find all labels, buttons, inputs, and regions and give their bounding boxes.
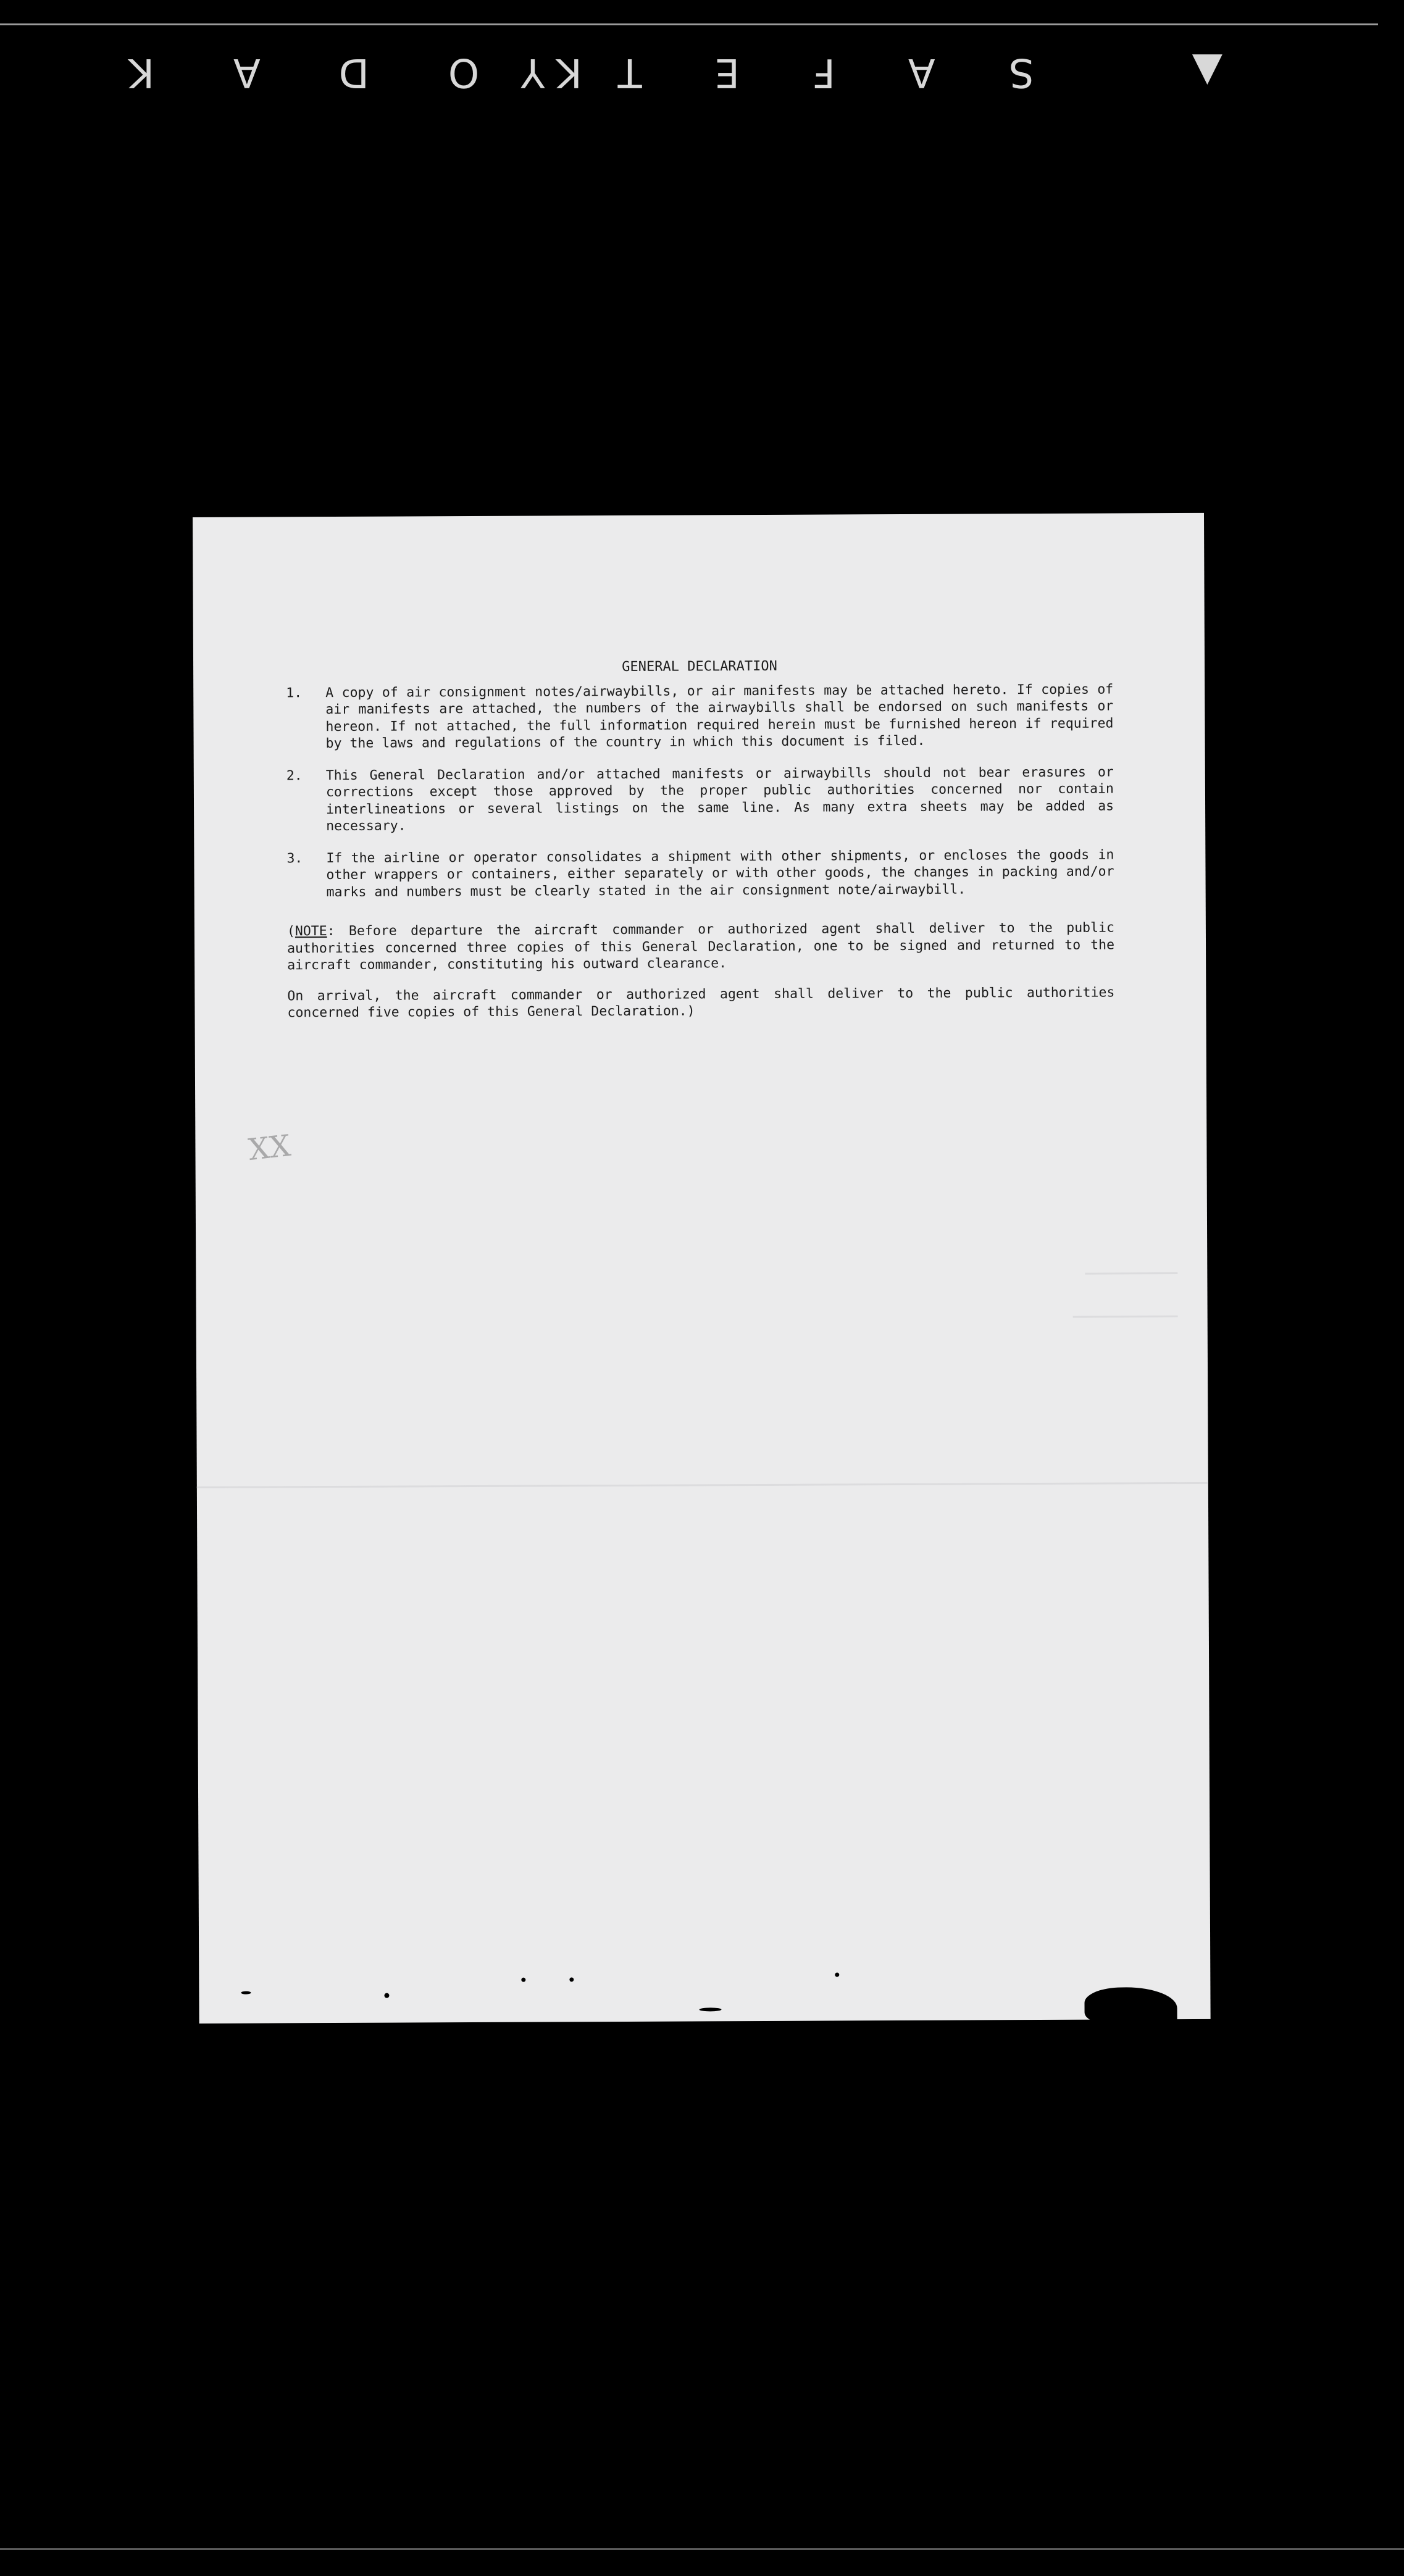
ink-speck xyxy=(835,1972,839,1977)
ink-speck xyxy=(384,1993,389,1998)
bleed-through-mark xyxy=(1073,1315,1178,1318)
document-page xyxy=(193,513,1211,2024)
ink-speck xyxy=(700,2007,722,2011)
film-edge-line-bottom xyxy=(0,2548,1404,2550)
item-number: 2. xyxy=(286,767,303,783)
list-item xyxy=(286,764,1114,835)
declaration-text xyxy=(286,656,1115,1021)
item-text: A copy of air consignment notes/airwaybills, or air manifests may be attached hereto. If copies of air manifests are attached, the numbers of the airwaybills shall be endorsed on such manifests or hereon. If not attached, the full information required herein must be furnished hereon if required by the laws and regulations of the country in which this document is filed. xyxy=(325,681,1114,752)
document-title: GENERAL DECLARATION xyxy=(622,658,777,675)
note-text: : Before departure the aircraft commander or authorized agent shall deliver to the public authorities concerned three copies of this General Declaration, one to be signed and returned to the aircraft commander, constituting his outward clearance. xyxy=(286,920,1115,973)
handwritten-mark: XX xyxy=(246,1128,293,1168)
item-number: 1. xyxy=(286,685,303,701)
note-paragraph xyxy=(287,919,1114,973)
film-edge-print xyxy=(49,27,1272,95)
item-text: If the airline or operator consolidates a shipment with other shipments, or encloses the goods in other wrappers or containers, either separately or with other goods, the changes in packing and/or marks and numbers must be clearly stated in the air consignment note/airwaybill. xyxy=(326,846,1114,900)
note-label: NOTE xyxy=(295,923,327,940)
film-arrow-icon: ▲ xyxy=(1119,49,1222,95)
item-text: This General Declaration and/or attached manifests or airwaybills should not bear erasures or corrections except those approved by the proper public authorities concerned nor contain interlineations or several listings on the same line. As many extra sheets may be added as necessary. xyxy=(325,764,1114,835)
ink-speck xyxy=(521,1978,525,1982)
arrival-paragraph: On arrival, the aircraft commander or authorized agent shall deliver to the public authorities concerned five copies of this General Declaration.) xyxy=(287,984,1115,1021)
fold-shadow xyxy=(197,1482,1208,1488)
list-item xyxy=(286,681,1113,752)
item-number: 3. xyxy=(286,850,303,866)
ink-speck xyxy=(569,1977,574,1982)
ink-speck xyxy=(241,1991,251,1995)
torn-corner xyxy=(1084,1987,1177,2026)
list-item xyxy=(286,846,1114,901)
bleed-through-mark xyxy=(1085,1272,1177,1275)
note-open-paren: ( xyxy=(286,923,295,940)
film-edge-line-top xyxy=(0,23,1378,25)
film-brand-text: KODAK xyxy=(49,49,582,95)
film-type-text: ▲ SAFETY xyxy=(448,49,1222,95)
